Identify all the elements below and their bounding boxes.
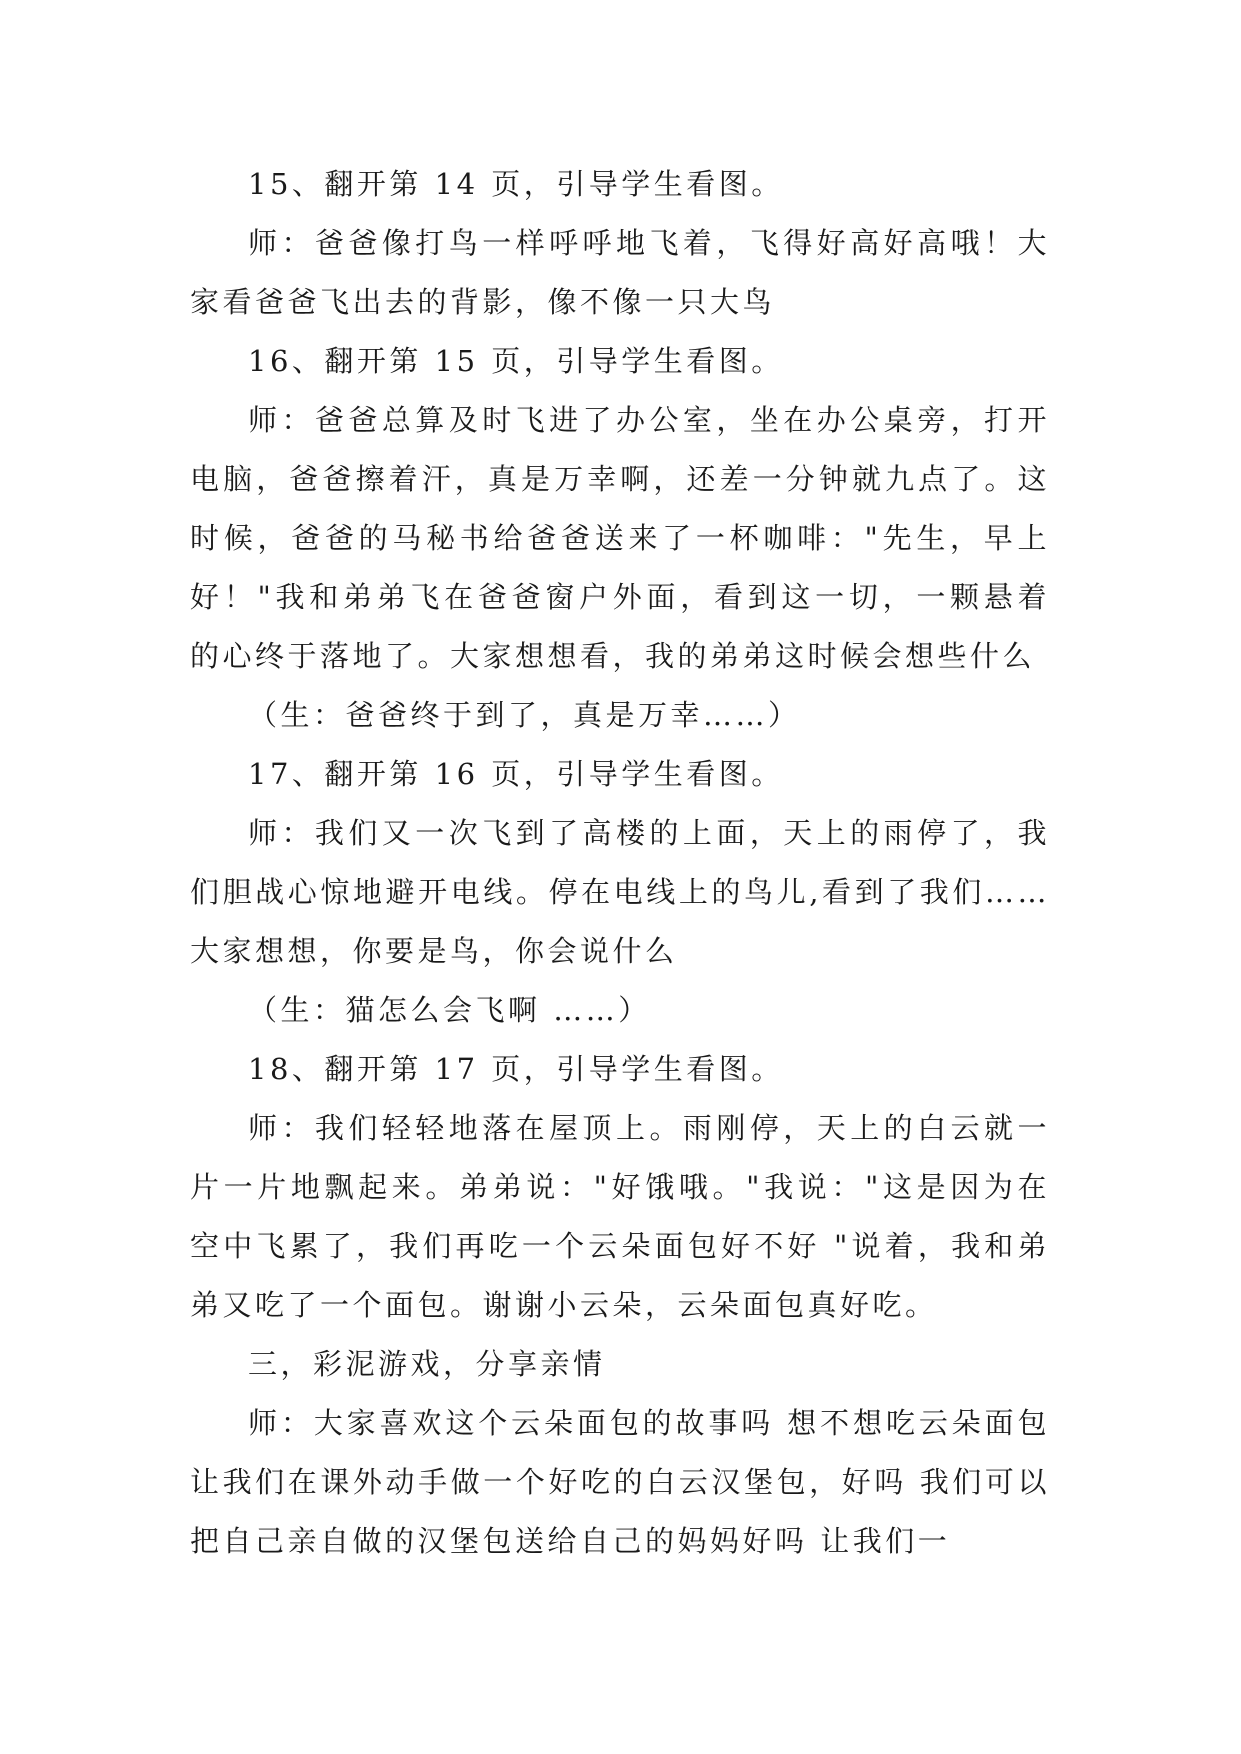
paragraph-step-16: 16、翻开第 15 页，引导学生看图。 <box>248 344 784 378</box>
paragraph-teacher-office: 师：爸爸总算及时飞进了办公室，坐在办公桌旁，打开电脑，爸爸擦着汗，真是万幸啊，还差一分钟就九点了。这时候，爸爸的马秘书给爸爸送来了一杯咖啡："先生，早上好！"我和弟弟飞在爸爸窗户外面，看到这一切，一颗悬着的心终于落地了。大家想想看，我的弟弟这时候会想些什么 <box>190 403 1050 673</box>
paragraph-step-17: 17、翻开第 16 页，引导学生看图。 <box>248 757 784 791</box>
paragraph-step-15: 15、翻开第 14 页，引导学生看图。 <box>248 167 784 201</box>
paragraph-teacher-hamburger: 师：大家喜欢这个云朵面包的故事吗 想不想吃云朵面包 让我们在课外动手做一个好吃的白云汉堡包，好吗 我们可以把自己亲自做的汉堡包送给自己的妈妈好吗 让我们一 <box>190 1406 1050 1558</box>
paragraph-step-18: 18、翻开第 17 页，引导学生看图。 <box>248 1052 784 1086</box>
paragraph-teacher-dad-flying: 师：爸爸像打鸟一样呼呼地飞着，飞得好高好高哦！大家看爸爸飞出去的背影，像不像一只大鸟 <box>190 226 1050 319</box>
paragraph-teacher-rooftop: 师：我们又一次飞到了高楼的上面，天上的雨停了，我们胆战心惊地避开电线。停在电线上的鸟儿,看到了我们……大家想想，你要是鸟，你会说什么 <box>190 816 1050 968</box>
section-heading-clay-game: 三，彩泥游戏，分享亲情 <box>248 1347 606 1381</box>
document-body <box>190 155 1050 1571</box>
paragraph-student-answer-1: （生：爸爸终于到了，真是万幸……） <box>248 698 801 732</box>
paragraph-student-answer-2: （生：猫怎么会飞啊 ……） <box>248 993 651 1027</box>
paragraph-teacher-clouds: 师：我们轻轻地落在屋顶上。雨刚停，天上的白云就一片一片地飘起来。弟弟说："好饿哦。"我说："这是因为在空中飞累了，我们再吃一个云朵面包好不好 "说着，我和弟弟又吃了一个面包。谢谢小云朵，云朵面包真好吃。 <box>190 1111 1050 1322</box>
